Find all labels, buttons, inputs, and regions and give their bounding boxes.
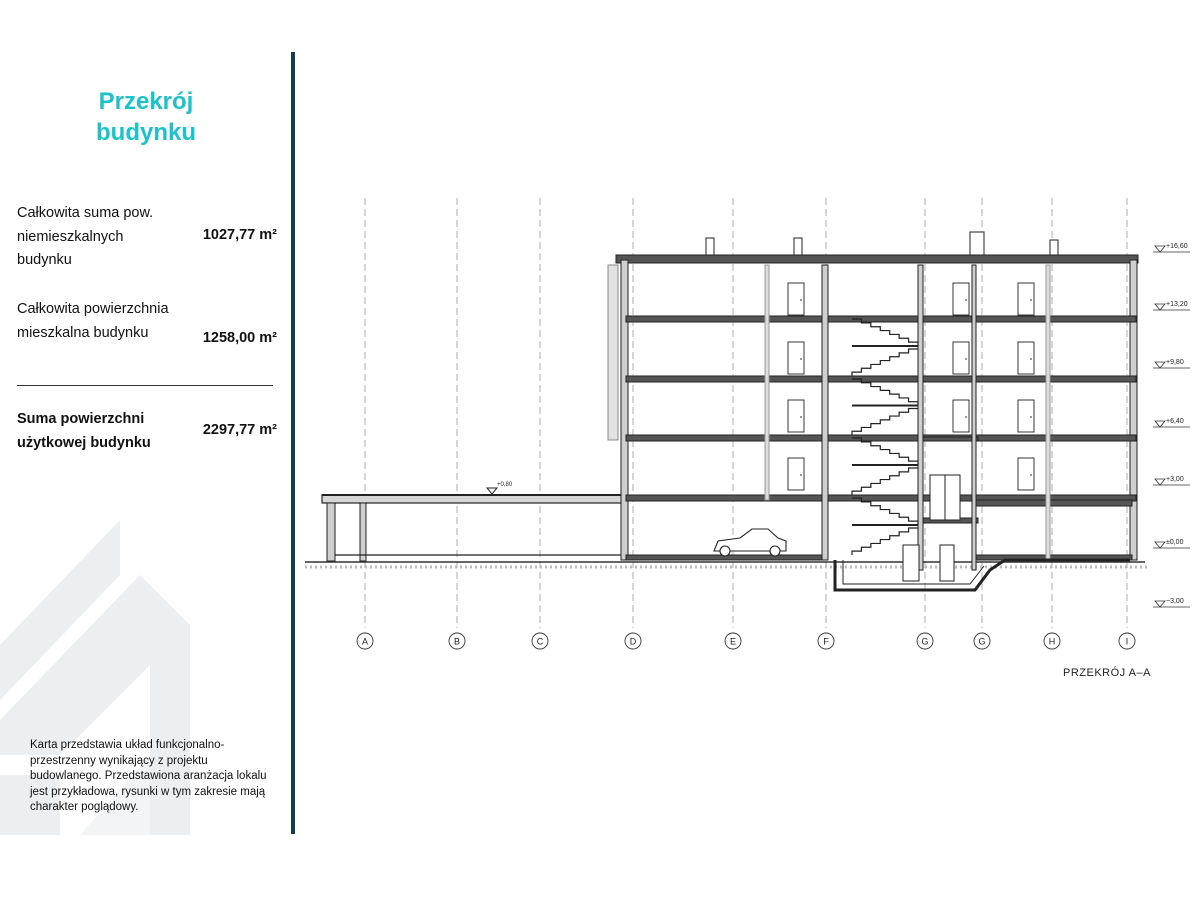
elevation-markers	[1153, 243, 1190, 607]
axis-label-5	[725, 633, 741, 649]
svg-text:G: G	[921, 636, 929, 647]
svg-text:+0,80: +0,80	[497, 482, 513, 488]
level-marker	[1153, 301, 1190, 310]
svg-text:F: F	[823, 636, 829, 647]
title-line-1: Przekrój	[98, 88, 194, 115]
drawing-title: PRZEKRÓJ A–A	[1063, 667, 1151, 679]
metric-label: Suma powierzchni użytkowej budynku	[17, 411, 151, 451]
axis-label-7	[917, 633, 933, 649]
svg-text:+9,80: +9,80	[1166, 359, 1184, 366]
svg-text:H: H	[1048, 636, 1056, 647]
metric-value: 2297,77 m²	[202, 422, 277, 438]
metric-label: Całkowita suma pow. niemieszkalnych budynku	[17, 205, 154, 268]
building-section-drawing	[300, 180, 1190, 700]
axis-label-4	[625, 633, 641, 649]
svg-text:+13,20: +13,20	[1166, 301, 1188, 308]
svg-text:+16,60: +16,60	[1166, 243, 1188, 250]
garage-annex	[322, 495, 625, 561]
level-marker	[1153, 243, 1190, 252]
svg-text:B: B	[453, 636, 461, 647]
svg-text:E: E	[729, 636, 737, 647]
svg-text:C: C	[536, 636, 544, 647]
level-marker	[1153, 476, 1190, 485]
terrace-level-marker	[487, 482, 513, 494]
level-marker	[1153, 539, 1190, 548]
axis-labels	[357, 633, 1135, 649]
divider-rule	[17, 385, 273, 386]
ground-line	[305, 562, 1150, 567]
axis-label-2	[449, 633, 465, 649]
axis-label-9	[1044, 633, 1060, 649]
axis-label-8	[974, 633, 990, 649]
page-title	[40, 86, 252, 148]
axis-label-6	[818, 633, 834, 649]
title-line-2: budynku	[96, 119, 196, 146]
metric-value: 1258,00 m²	[202, 330, 277, 346]
svg-text:+3,00: +3,00	[1166, 476, 1184, 483]
svg-text:A: A	[361, 636, 369, 647]
svg-text:G: G	[978, 636, 986, 647]
disclaimer-note: Karta przedstawia układ funkcjonalno-przestrzenny wynikający z projektu budowlanego. Przedstawiona aranżacja lokalu jest przykładowa, rysunki w tym zakresie mają charakter poglądowy.	[30, 739, 267, 813]
level-marker	[1153, 418, 1190, 427]
svg-text:−3,00: −3,00	[1166, 598, 1184, 605]
level-marker	[1153, 598, 1190, 607]
svg-text:D: D	[629, 636, 637, 647]
main-building	[608, 232, 1138, 590]
metric-label: Całkowita powierzchnia mieszkalna budynku	[17, 301, 169, 341]
metric-value: 1027,77 m²	[202, 227, 277, 243]
sidebar	[0, 0, 292, 900]
level-marker	[1153, 359, 1190, 368]
car-icon	[714, 529, 786, 556]
svg-text:I: I	[1125, 636, 1129, 647]
svg-text:±0,00: ±0,00	[1166, 539, 1184, 546]
axis-label-10	[1119, 633, 1135, 649]
axis-label-1	[357, 633, 373, 649]
vertical-divider	[291, 52, 295, 834]
svg-text:+6,40: +6,40	[1166, 418, 1184, 425]
axis-label-3	[532, 633, 548, 649]
